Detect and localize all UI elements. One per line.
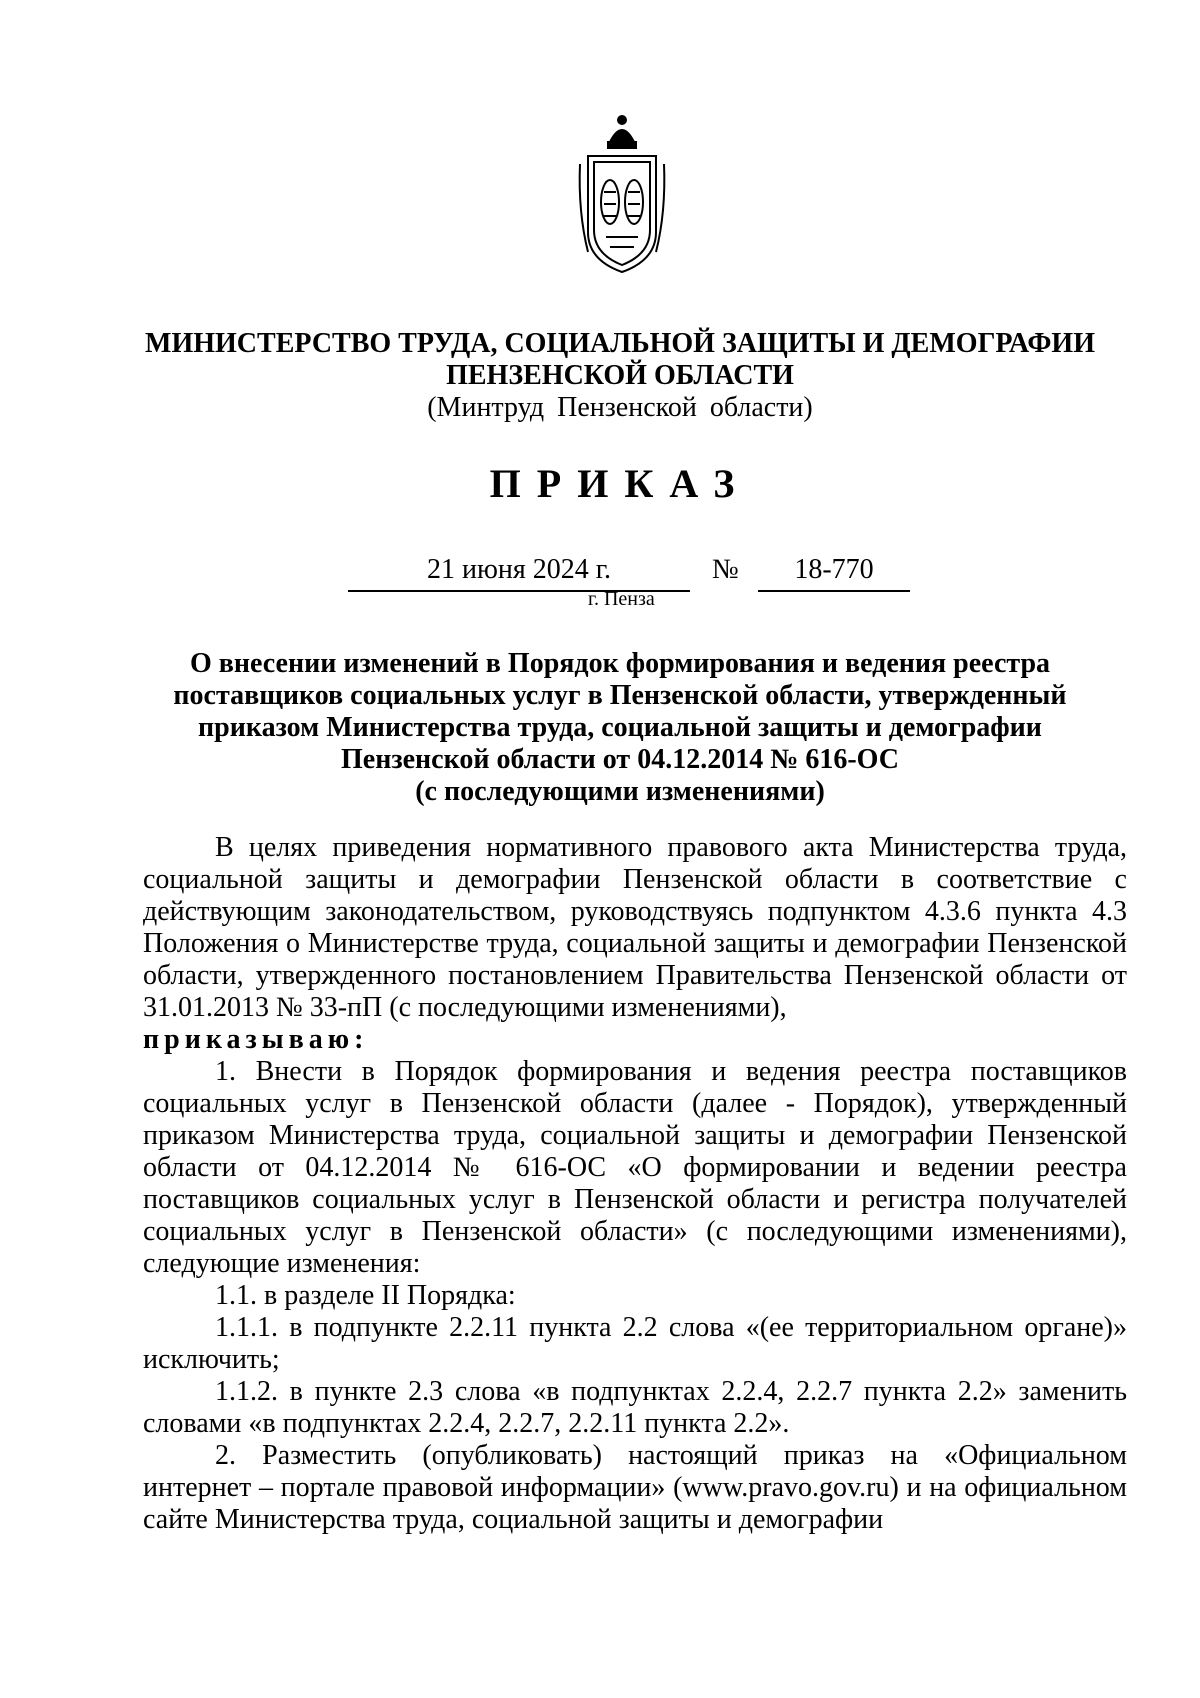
subject-line: приказом Министерства труда, социальной защиты и демографии (198, 712, 1042, 743)
subject-line: О внесении изменений в Порядок формирования и ведения реестра (189, 648, 1051, 679)
document-type-title: ПРИКАЗ (489, 461, 751, 506)
subject-line: поставщиков социальных услуг в Пензенской области, утвержденный (173, 680, 1067, 711)
ministry-short-name: (Минтруд Пензенской области) (427, 392, 813, 423)
document-body (143, 832, 1127, 1536)
preamble-paragraph: В целях приведения нормативного правового акта Министерства труда, социальной защиты и демографии Пензенской области в соответствие с действующим законодательством, руководствуясь подпунктом 4.3.6 пункта 4.3 Положения о Министерстве труда, социальной защиты и демографии Пензенской области, утвержденного постановлением Правительства Пензенской области от 31.01.2013 № 33-пП (с последующими изменениями), (143, 832, 1127, 1023)
coat-of-arms-icon (576, 112, 668, 280)
number-sign: № (712, 554, 739, 585)
item-1-1-2-paragraph: 1.1.2. в пункте 2.3 слова «в подпунктах 2.2.4, 2.2.7 пункта 2.2» заменить словами «в подпунктах 2.2.4, 2.2.7, 2.2.11 пункта 2.2». (143, 1376, 1127, 1439)
item-1-1-paragraph: 1.1. в разделе II Порядка: (215, 1280, 516, 1311)
document-city: г. Пенза (588, 588, 655, 610)
subject-line: (с последующими изменениями) (415, 776, 825, 807)
document-date: 21 июня 2024 г. (348, 554, 690, 592)
item-1-paragraph: 1. Внести в Порядок формирования и ведения реестра поставщиков социальных услуг в Пензенской области (далее - Порядок), утвержденный приказом Министерства труда, социальной защиты и демографии Пензенской области от 04.12.2014 № 616-ОС «О формировании и ведении реестра поставщиков социальных услуг в Пензенской области и регистра получателей социальных услуг в Пензенской области» (с последующими изменениями), следующие изменения: (143, 1056, 1127, 1279)
document-subject (120, 648, 1120, 808)
order-word: приказываю: (143, 1024, 369, 1055)
ministry-name-line-1: МИНИСТЕРСТВО ТРУДА, СОЦИАЛЬНОЙ ЗАЩИТЫ И ДЕМОГРАФИИ (145, 328, 1095, 359)
ministry-name-line-2: ПЕНЗЕНСКОЙ ОБЛАСТИ (446, 360, 794, 391)
subject-line: Пензенской области от 04.12.2014 № 616-ОС (341, 744, 899, 775)
document-number: 18-770 (758, 554, 910, 592)
item-1-1-1-paragraph: 1.1.1. в подпункте 2.2.11 пункта 2.2 слова «(ее территориальном органе)» исключить; (143, 1312, 1127, 1375)
order-word-paragraph (143, 1024, 1127, 1056)
item-2-paragraph: 2. Разместить (опубликовать) настоящий приказ на «Официальном интернет – портале правовой информации» (www.pravo.gov.ru) и на официальном сайте Министерства труда, социальной защиты и демографии (143, 1440, 1127, 1535)
